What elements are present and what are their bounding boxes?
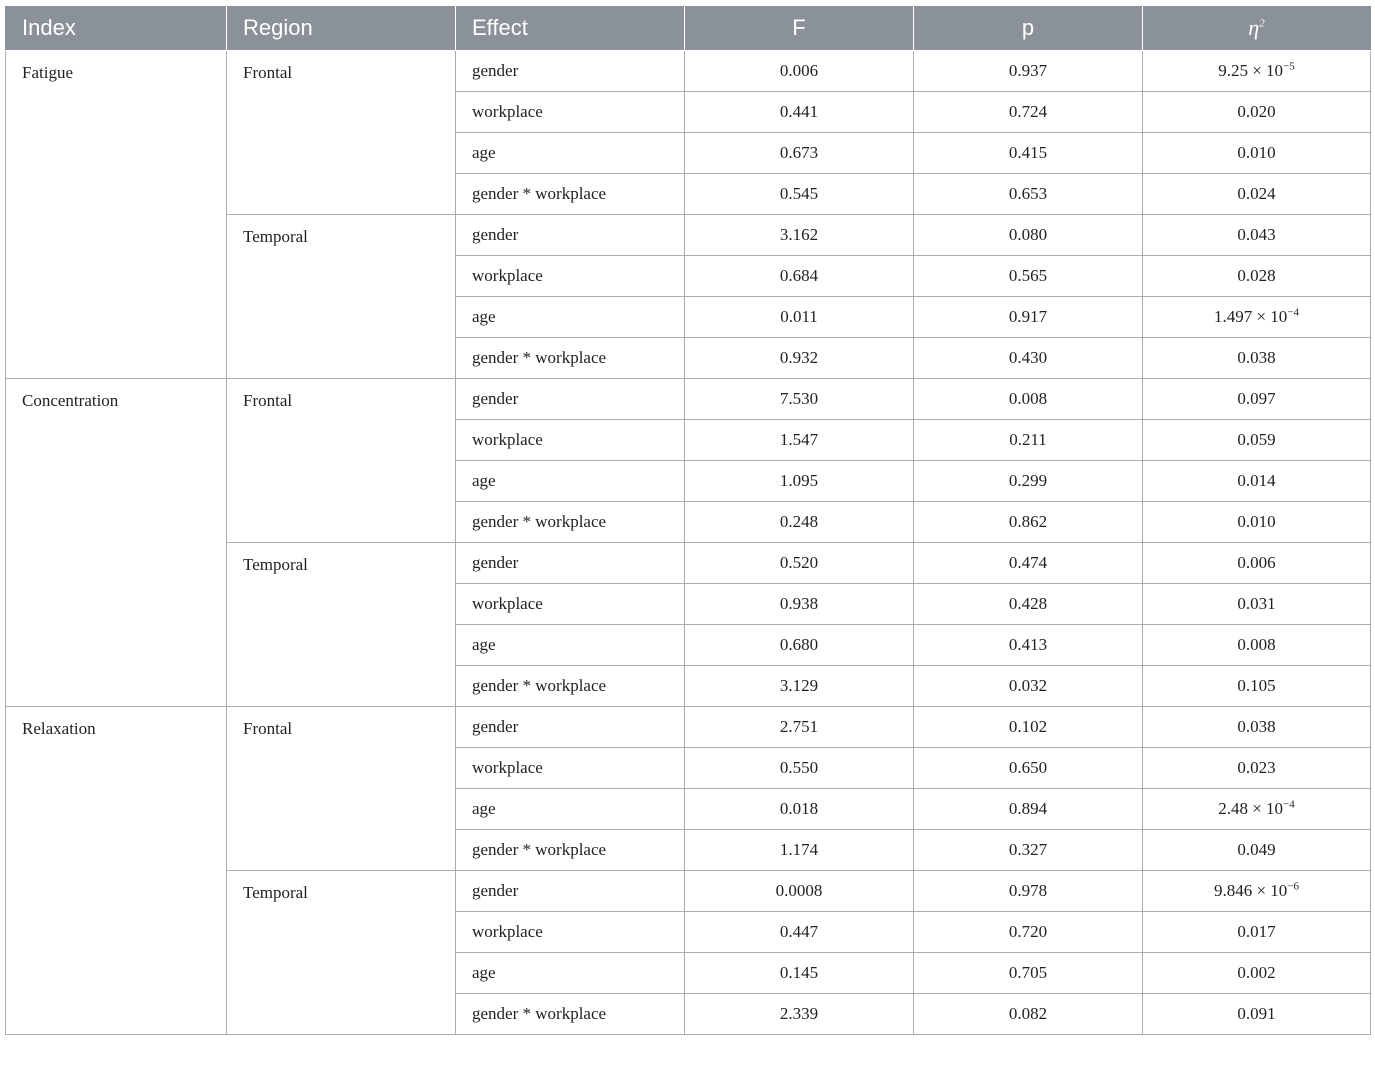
region-cell: Temporal [227, 215, 456, 379]
header-f: F [685, 6, 914, 51]
eta-squared-value: 0.024 [1237, 184, 1276, 203]
results-table-container [5, 6, 1370, 1035]
eta-squared-cell [1143, 707, 1371, 748]
eta-squared-cell [1143, 830, 1371, 871]
index-cell: Fatigue [6, 51, 227, 379]
effect-cell: age [456, 297, 685, 338]
p-value-cell: 0.032 [914, 666, 1143, 707]
f-value-cell: 0.006 [685, 51, 914, 92]
eta-squared-cell [1143, 379, 1371, 420]
eta-squared-value: 0.006 [1237, 553, 1276, 572]
table-row [6, 51, 1371, 92]
eta-squared-cell [1143, 174, 1371, 215]
p-value-cell: 0.082 [914, 994, 1143, 1035]
p-value-cell: 0.211 [914, 420, 1143, 461]
eta-squared-exponent: −5 [1283, 60, 1295, 73]
effect-cell: gender * workplace [456, 666, 685, 707]
effect-cell: workplace [456, 748, 685, 789]
eta-squared-value: 0.010 [1237, 143, 1276, 162]
p-value-cell: 0.917 [914, 297, 1143, 338]
effect-cell: age [456, 625, 685, 666]
eta-squared-cell [1143, 502, 1371, 543]
region-cell: Temporal [227, 543, 456, 707]
header-region: Region [227, 6, 456, 51]
eta-squared-cell [1143, 461, 1371, 502]
eta-squared-value: 0.038 [1237, 717, 1276, 736]
effect-cell: gender [456, 51, 685, 92]
effect-cell: gender [456, 379, 685, 420]
p-value-cell: 0.474 [914, 543, 1143, 584]
eta-squared-value: 0.010 [1237, 512, 1276, 531]
effect-cell: workplace [456, 420, 685, 461]
index-cell: Relaxation [6, 707, 227, 1035]
eta-squared-value: 9.846 × 10 [1213, 881, 1288, 900]
p-value-cell: 0.565 [914, 256, 1143, 297]
eta-squared-exponent: −6 [1287, 880, 1300, 893]
f-value-cell: 0.441 [685, 92, 914, 133]
eta-squared-value: 0.105 [1237, 676, 1276, 695]
index-cell: Concentration [6, 379, 227, 707]
header-eta-base: η [1248, 15, 1260, 40]
eta-squared-value: 0.031 [1237, 594, 1276, 613]
p-value-cell: 0.650 [914, 748, 1143, 789]
eta-squared-cell [1143, 953, 1371, 994]
eta-squared-value: 0.028 [1237, 266, 1276, 285]
eta-squared-cell [1143, 912, 1371, 953]
f-value-cell: 0.938 [685, 584, 914, 625]
effect-cell: age [456, 133, 685, 174]
f-value-cell: 0.684 [685, 256, 914, 297]
p-value-cell: 0.413 [914, 625, 1143, 666]
table-row [6, 707, 1371, 748]
anova-results-table [5, 6, 1371, 1035]
f-value-cell: 7.530 [685, 379, 914, 420]
p-value-cell: 0.430 [914, 338, 1143, 379]
eta-squared-cell [1143, 338, 1371, 379]
eta-squared-value: 2.48 × 10 [1218, 799, 1284, 818]
table-body [6, 51, 1371, 1035]
effect-cell: gender [456, 707, 685, 748]
effect-cell: gender * workplace [456, 174, 685, 215]
eta-squared-cell [1143, 133, 1371, 174]
eta-squared-cell [1143, 543, 1371, 584]
effect-cell: age [456, 953, 685, 994]
f-value-cell: 0.011 [685, 297, 914, 338]
table-header [6, 6, 1371, 51]
p-value-cell: 0.080 [914, 215, 1143, 256]
p-value-cell: 0.327 [914, 830, 1143, 871]
eta-squared-cell [1143, 625, 1371, 666]
p-value-cell: 0.299 [914, 461, 1143, 502]
f-value-cell: 0.018 [685, 789, 914, 830]
eta-squared-cell [1143, 748, 1371, 789]
effect-cell: workplace [456, 256, 685, 297]
f-value-cell: 0.680 [685, 625, 914, 666]
f-value-cell: 0.545 [685, 174, 914, 215]
p-value-cell: 0.724 [914, 92, 1143, 133]
p-value-cell: 0.937 [914, 51, 1143, 92]
eta-squared-cell [1143, 256, 1371, 297]
region-cell: Frontal [227, 51, 456, 215]
header-index: Index [6, 6, 227, 51]
p-value-cell: 0.415 [914, 133, 1143, 174]
eta-squared-value: 0.043 [1237, 225, 1276, 244]
effect-cell: gender * workplace [456, 502, 685, 543]
eta-squared-value: 0.038 [1237, 348, 1276, 367]
eta-squared-value: 1.497 × 10 [1213, 307, 1288, 326]
p-value-cell: 0.978 [914, 871, 1143, 912]
eta-squared-cell [1143, 584, 1371, 625]
effect-cell: gender [456, 543, 685, 584]
header-row [6, 6, 1371, 51]
eta-squared-value: 9.25 × 10 [1218, 61, 1284, 80]
eta-squared-cell [1143, 297, 1371, 338]
f-value-cell: 0.248 [685, 502, 914, 543]
eta-squared-value: 0.008 [1237, 635, 1276, 654]
f-value-cell: 1.095 [685, 461, 914, 502]
f-value-cell: 0.520 [685, 543, 914, 584]
p-value-cell: 0.008 [914, 379, 1143, 420]
f-value-cell: 0.447 [685, 912, 914, 953]
region-cell: Frontal [227, 379, 456, 543]
f-value-cell: 0.932 [685, 338, 914, 379]
effect-cell: workplace [456, 584, 685, 625]
f-value-cell: 0.0008 [685, 871, 914, 912]
effect-cell: gender * workplace [456, 338, 685, 379]
eta-squared-cell [1143, 871, 1371, 912]
eta-squared-value: 0.091 [1237, 1004, 1276, 1023]
table-row [6, 379, 1371, 420]
p-value-cell: 0.102 [914, 707, 1143, 748]
p-value-cell: 0.894 [914, 789, 1143, 830]
effect-cell: workplace [456, 912, 685, 953]
f-value-cell: 1.174 [685, 830, 914, 871]
eta-squared-value: 0.023 [1237, 758, 1276, 777]
eta-squared-cell [1143, 51, 1371, 92]
f-value-cell: 3.162 [685, 215, 914, 256]
header-p: p [914, 6, 1143, 51]
p-value-cell: 0.720 [914, 912, 1143, 953]
header-eta-squared [1143, 6, 1371, 51]
eta-squared-exponent: −4 [1287, 306, 1300, 319]
eta-squared-cell [1143, 789, 1371, 830]
effect-cell: gender [456, 871, 685, 912]
eta-squared-value: 0.020 [1237, 102, 1276, 121]
p-value-cell: 0.705 [914, 953, 1143, 994]
eta-squared-cell [1143, 215, 1371, 256]
eta-squared-cell [1143, 994, 1371, 1035]
header-effect: Effect [456, 6, 685, 51]
region-cell: Temporal [227, 871, 456, 1035]
f-value-cell: 1.547 [685, 420, 914, 461]
eta-squared-value: 0.014 [1237, 471, 1276, 490]
effect-cell: gender [456, 215, 685, 256]
effect-cell: workplace [456, 92, 685, 133]
p-value-cell: 0.653 [914, 174, 1143, 215]
eta-squared-cell [1143, 666, 1371, 707]
effect-cell: age [456, 461, 685, 502]
eta-squared-value: 0.049 [1237, 840, 1276, 859]
p-value-cell: 0.862 [914, 502, 1143, 543]
header-eta-superscript: 2 [1259, 17, 1265, 30]
region-cell: Frontal [227, 707, 456, 871]
f-value-cell: 0.550 [685, 748, 914, 789]
p-value-cell: 0.428 [914, 584, 1143, 625]
eta-squared-value: 0.097 [1237, 389, 1276, 408]
f-value-cell: 0.673 [685, 133, 914, 174]
eta-squared-value: 0.017 [1237, 922, 1276, 941]
f-value-cell: 0.145 [685, 953, 914, 994]
f-value-cell: 2.339 [685, 994, 914, 1035]
eta-squared-cell [1143, 420, 1371, 461]
effect-cell: gender * workplace [456, 994, 685, 1035]
f-value-cell: 3.129 [685, 666, 914, 707]
eta-squared-value: 0.059 [1237, 430, 1276, 449]
effect-cell: gender * workplace [456, 830, 685, 871]
effect-cell: age [456, 789, 685, 830]
eta-squared-value: 0.002 [1237, 963, 1276, 982]
eta-squared-cell [1143, 92, 1371, 133]
eta-squared-exponent: −4 [1283, 798, 1295, 811]
f-value-cell: 2.751 [685, 707, 914, 748]
